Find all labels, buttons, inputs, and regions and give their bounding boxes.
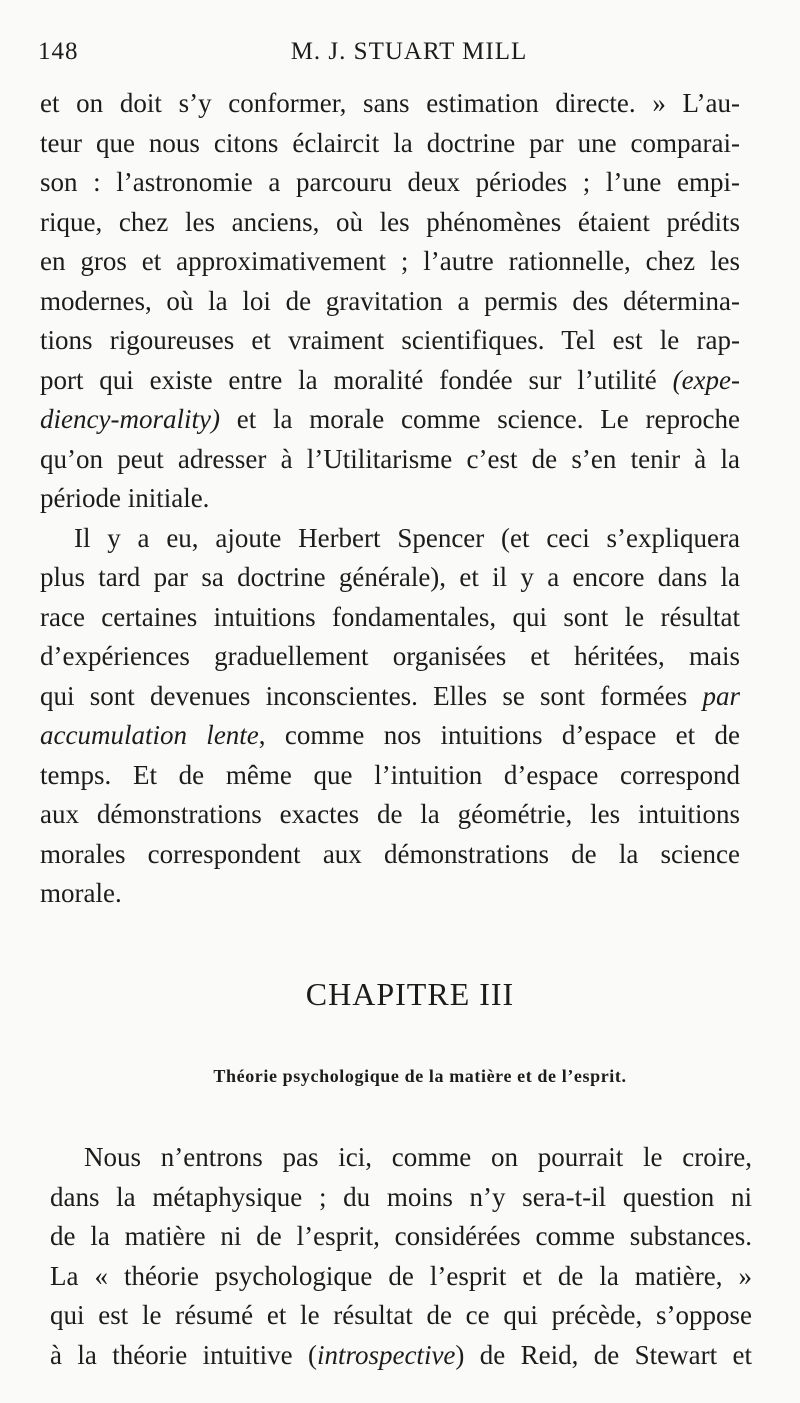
text-line: son : l’astronomie a parcouru deux périodes ; l’une empi- — [40, 167, 740, 197]
text-line: en gros et approximativement ; l’autre rationnelle, chez les — [40, 246, 740, 276]
text-line: Il y a eu, ajoute Herbert Spencer (et ceci s’expliquera — [74, 522, 740, 553]
text-line: plus tard par sa doctrine générale), et il y a encore dans la — [40, 562, 740, 592]
chapter-title: CHAPITRE III — [305, 976, 515, 1012]
text-line: de la matière ni de l’esprit, considérées comme substances. — [50, 1221, 752, 1251]
text-line — [40, 716, 740, 756]
text-line: race certaines intuitions fondamentales, qui sont le résultat — [40, 601, 740, 632]
text-line: morale. — [40, 878, 122, 908]
text-line: La « théorie psychologique de l’esprit et de la matière, » — [50, 1260, 752, 1291]
text-fragment: à la théorie intuitive ( — [50, 1339, 317, 1370]
text-line: dans la métaphysique ; du moins n’y sera-t-il question ni — [50, 1181, 752, 1212]
text-line — [50, 1336, 752, 1376]
italic-fragment: accumulation lente — [40, 720, 259, 750]
page-header — [38, 38, 760, 74]
text-line: et on doit s’y conformer, sans estimation directe. » L’au- — [40, 88, 740, 118]
running-head: M. J. STUART MILL — [290, 38, 528, 65]
text-line: rique, chez les anciens, où les phénomènes étaient prédits — [40, 206, 740, 237]
text-line — [40, 361, 740, 401]
text-line: teur que nous citons éclaircit la doctrine par une comparai- — [40, 127, 740, 158]
body-text-lower — [50, 1138, 752, 1375]
body-text-upper — [40, 84, 740, 914]
text-fragment: , comme nos intuitions d’espace et de — [258, 720, 740, 750]
text-line: Nous n’entrons pas ici, comme on pourrait le croire, — [84, 1142, 752, 1172]
text-line — [40, 677, 740, 717]
text-line: période initiale. — [40, 483, 210, 513]
text-line — [40, 400, 740, 440]
page-number: 148 — [38, 38, 79, 65]
text-line: qui est le résumé et le résultat de ce qui précède, s’oppose — [50, 1300, 752, 1330]
italic-fragment: introspective — [316, 1339, 456, 1370]
text-line: d’expériences graduellement organisées et héritées, mais — [40, 641, 740, 671]
text-fragment: port qui existe entre la moralité fondée sur l’utilité — [40, 364, 657, 395]
text-fragment: qui sont devenues inconscientes. Elles se sont formées — [40, 680, 688, 711]
text-line: modernes, où la loi de gravitation a permis des détermina- — [40, 285, 740, 316]
text-line: qu’on peut adresser à l’Utilitarisme c’est de s’en tenir à la — [40, 443, 740, 474]
italic-fragment: (expe- — [672, 364, 741, 395]
text-line: temps. Et de même que l’intuition d’espace correspond — [40, 759, 740, 790]
italic-fragment: diency-morality) — [40, 404, 220, 434]
italic-fragment: par — [702, 680, 740, 711]
text-line: tions rigoureuses et vraiment scientifiques. Tel est le rap- — [40, 325, 740, 355]
chapter-subtitle: Théorie psychologique de la matière et de l’esprit. — [213, 1066, 627, 1086]
text-line: morales correspondent aux démonstrations de la science — [40, 838, 740, 869]
text-line: aux démonstrations exactes de la géométrie, les intuitions — [40, 799, 740, 829]
text-fragment: et la morale comme science. Le reproche — [219, 404, 740, 434]
text-fragment: ) de Reid, de Stewart et — [455, 1339, 752, 1370]
